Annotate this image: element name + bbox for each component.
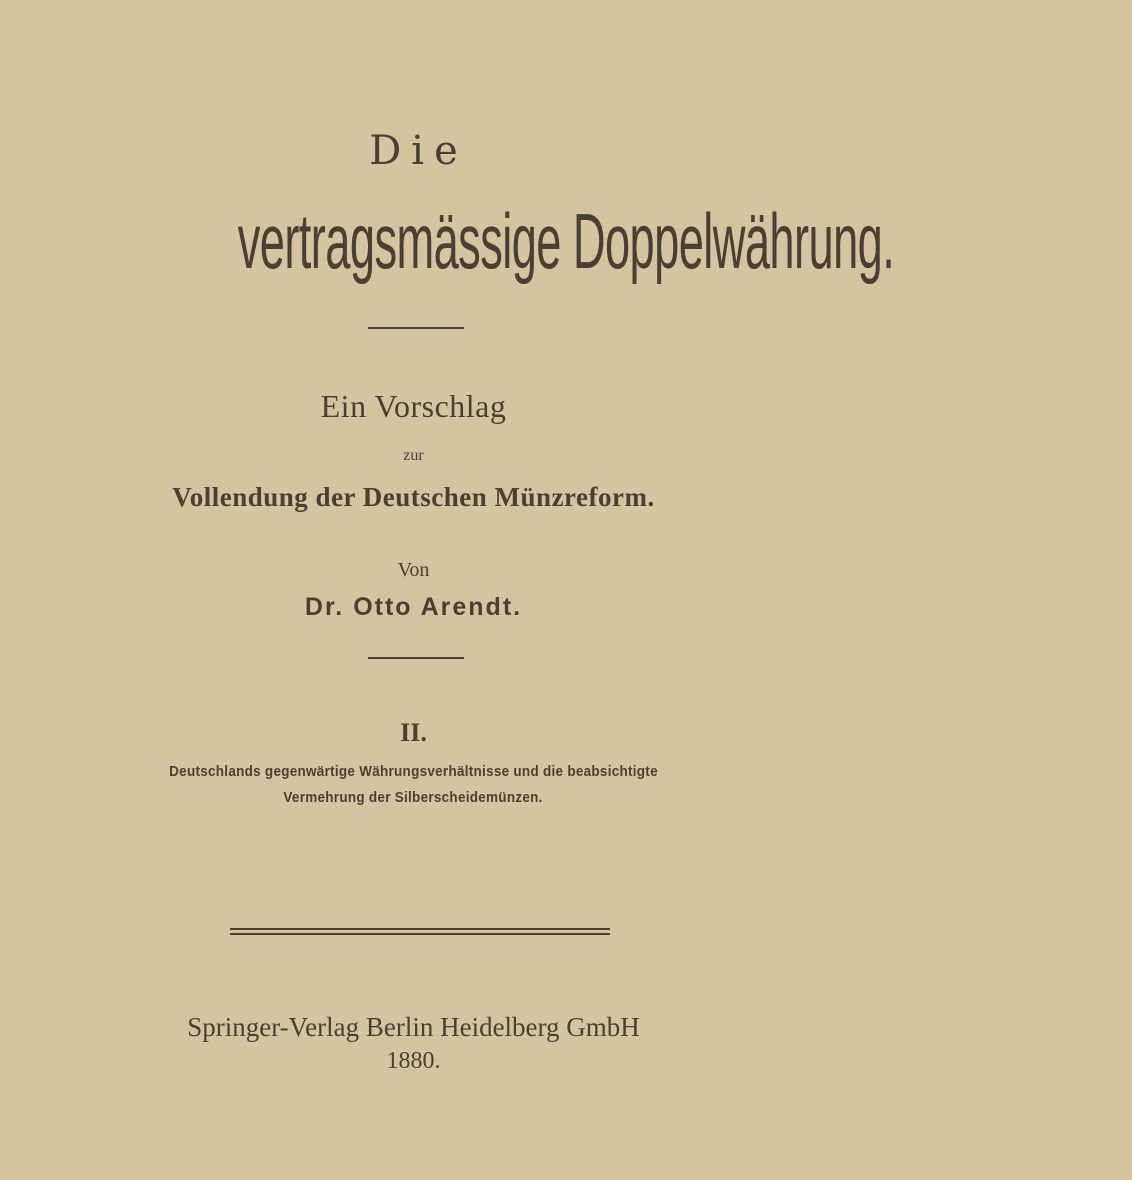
volume-description-line-1 bbox=[0, 763, 827, 780]
volume-description-line-1-text: Deutschlands gegenwärtige Währungsverhältnisse und die beabsichtigte bbox=[169, 763, 658, 780]
divider-double-rule bbox=[230, 928, 610, 935]
subtitle-line-1: Ein Vorschlag bbox=[320, 388, 507, 424]
author-prefix: Von bbox=[397, 559, 430, 581]
volume-description-line-2-text: Vermehrung der Silberscheidemünzen. bbox=[283, 789, 544, 806]
main-title-text: vertragsmässige Doppelwährung. bbox=[237, 197, 895, 285]
divider-rule-top bbox=[368, 327, 464, 329]
divider-rule-middle bbox=[368, 657, 464, 659]
publication-year: 1880. bbox=[386, 1048, 441, 1074]
main-title bbox=[0, 196, 895, 286]
author-name: Dr. Otto Arendt. bbox=[304, 593, 523, 621]
volume-number: II. bbox=[400, 718, 427, 747]
publisher: Springer-Verlag Berlin Heidelberg GmbH bbox=[187, 1012, 640, 1042]
subtitle-line-3: Vollendung der Deutschen Münzreform. bbox=[172, 482, 655, 512]
volume-description-line-2 bbox=[0, 789, 827, 806]
title-article: Die bbox=[369, 128, 468, 174]
subtitle-line-2: zur bbox=[403, 447, 424, 464]
